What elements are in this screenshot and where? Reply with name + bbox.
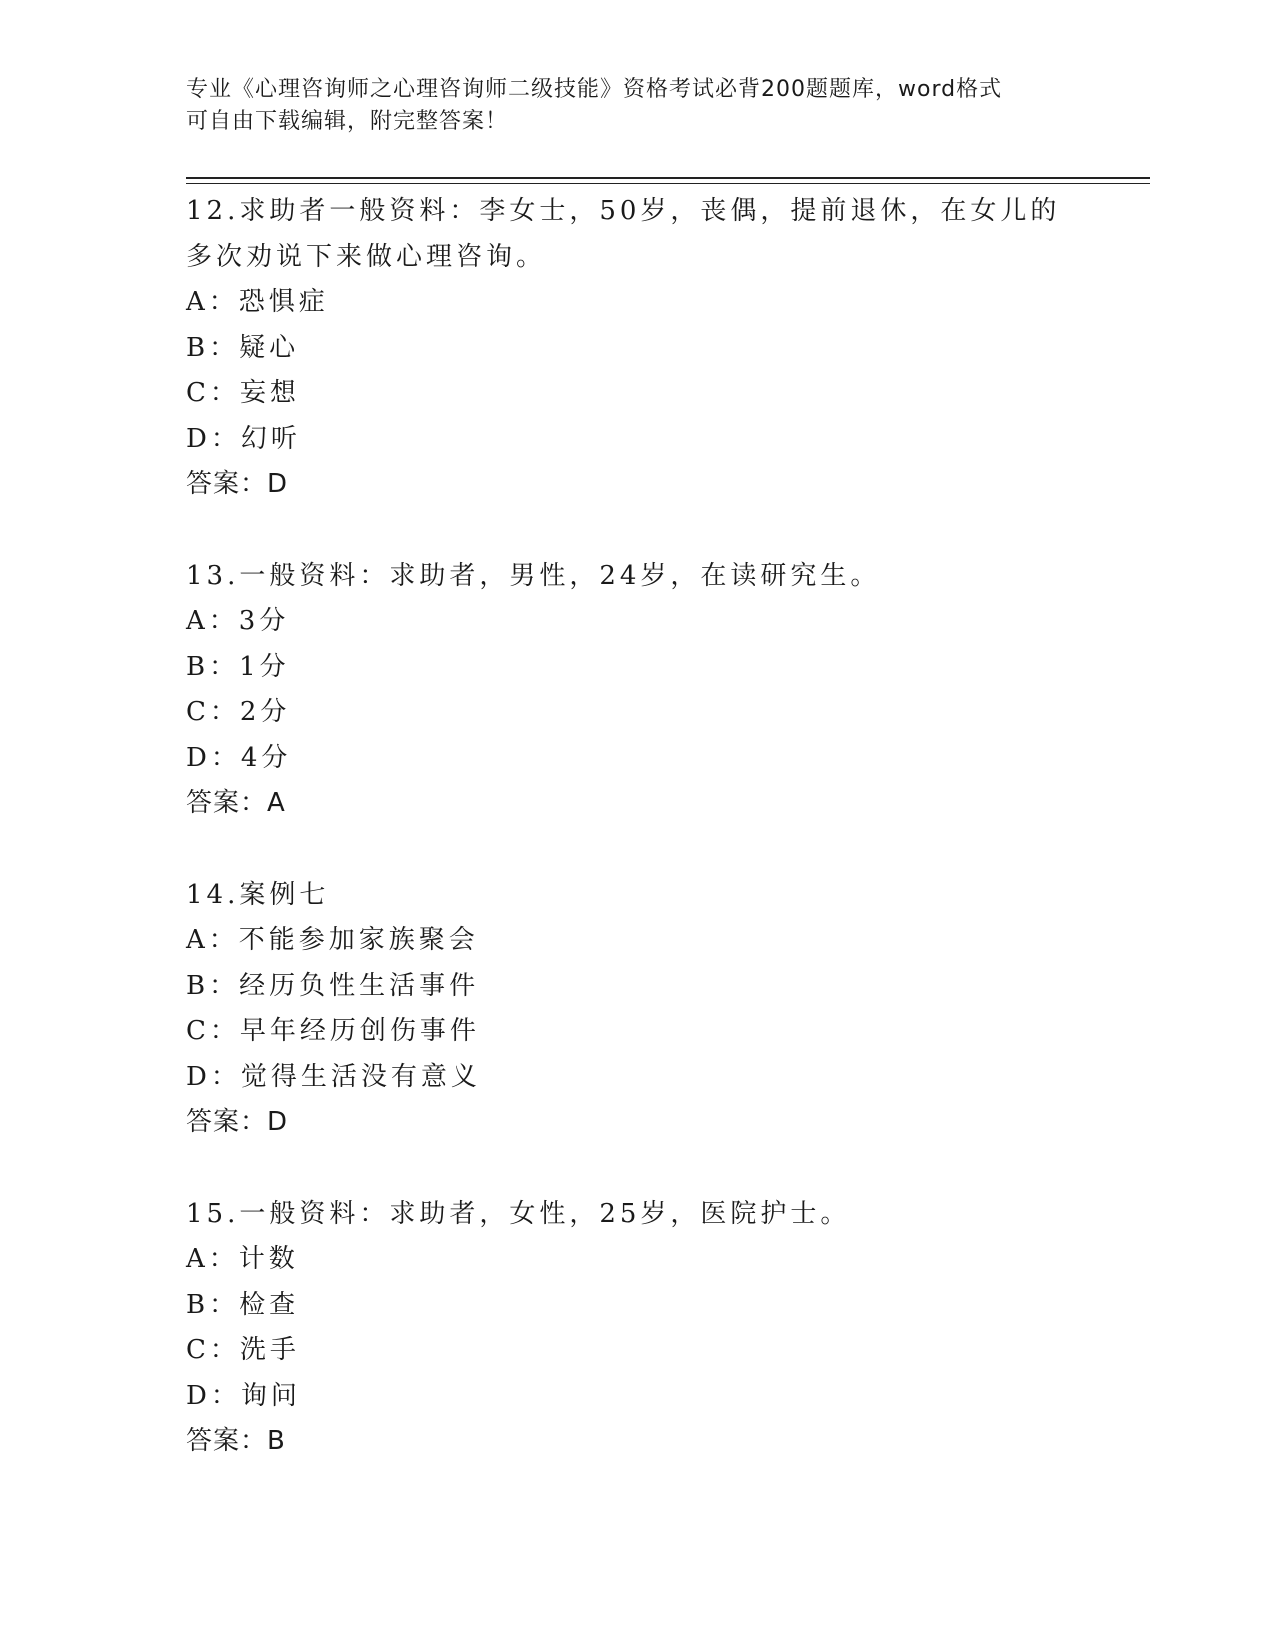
option-c: C：洗手 [186,1335,300,1365]
question-stem: 14.案例七 [186,879,330,910]
answer-line: 答案：D [186,1107,289,1137]
option-b: B：检查 [186,1289,300,1320]
option-d: D：觉得生活没有意义 [186,1061,481,1092]
header-line-1: 专业《心理咨询师之心理咨询师二级技能》资格考试必背200题题库，word格式 [186,77,1003,102]
option-c: C：妄想 [186,378,300,408]
option-a: A：3分 [186,606,290,636]
answer-line: 答案：B [186,1426,286,1456]
option-b: B：疑心 [186,332,300,363]
question-stem: 12.求助者一般资料：李女士，50岁，丧偶，提前退休，在女儿的多次劝说下来做心理咨询。 [186,196,1061,272]
option-d: D：幻听 [186,423,301,454]
question-item [186,1192,1106,1465]
document-header [186,74,1086,138]
question-item [186,873,1106,1146]
header-line-2: 可自由下载编辑，附完整答案！ [186,109,509,134]
question-stem: 15.一般资料：求助者，女性，25岁，医院护士。 [186,1198,851,1229]
option-a: A：不能参加家族聚会 [186,925,479,955]
option-c: C：早年经历创伤事件 [186,1016,480,1046]
header-divider-thin [186,183,1150,184]
header-divider-thick [186,177,1150,179]
option-b: B：经历负性生活事件 [186,970,480,1001]
option-c: C：2分 [186,697,291,727]
option-a: A：计数 [186,1244,299,1274]
question-list [186,189,1106,1511]
question-stem: 13.一般资料：求助者，男性，24岁，在读研究生。 [186,560,881,591]
question-item [186,189,1106,508]
option-b: B：1分 [186,651,290,682]
answer-line: 答案：D [186,469,289,499]
option-d: D：4分 [186,742,292,773]
option-d: D：询问 [186,1380,301,1411]
answer-line: 答案：A [186,788,286,818]
question-item [186,554,1106,827]
option-a: A：恐惧症 [186,287,329,317]
